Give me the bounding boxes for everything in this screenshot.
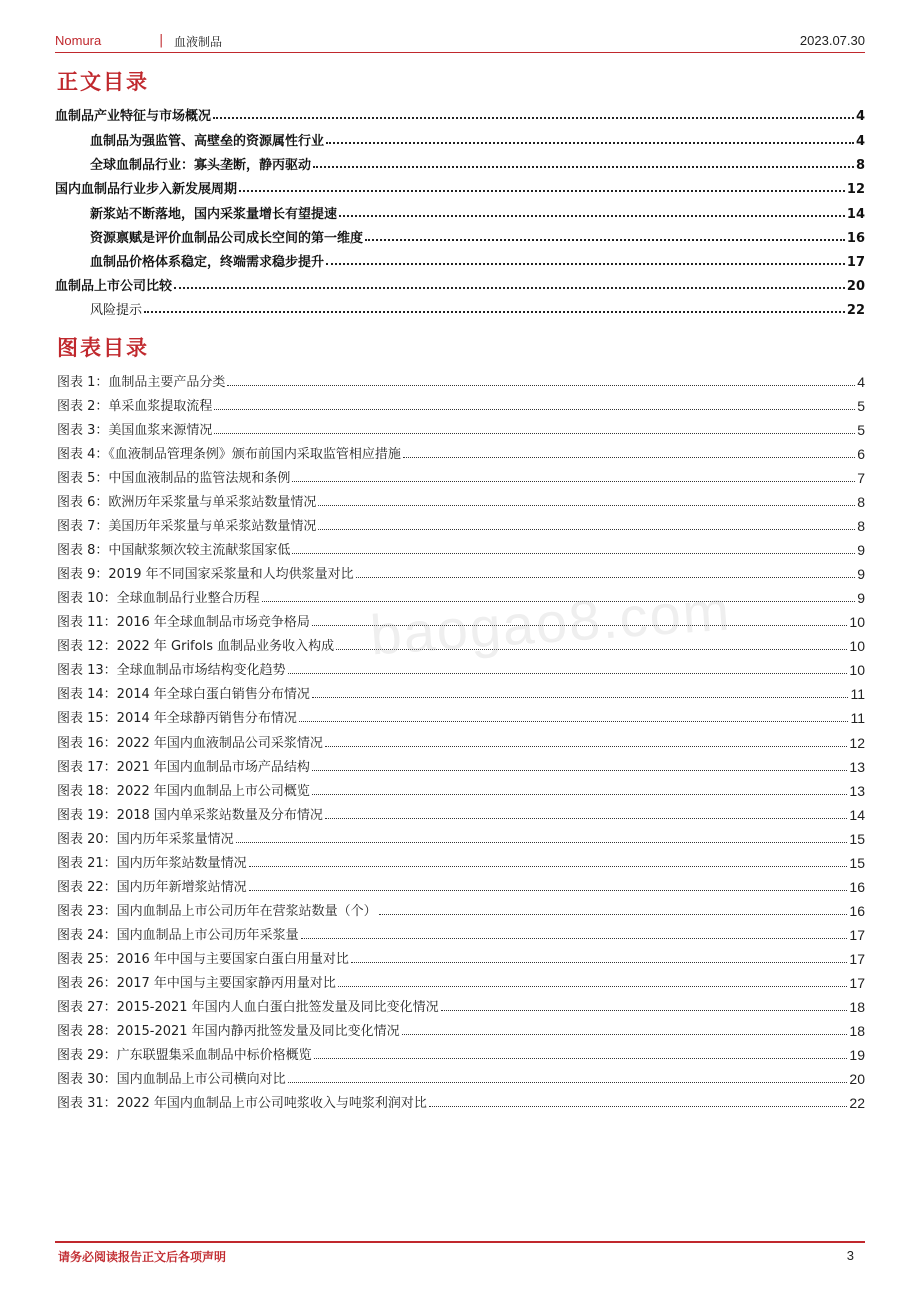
figure-entry-page: 20 (849, 1071, 865, 1087)
figure-entry[interactable] (57, 851, 865, 871)
toc-entry[interactable] (90, 296, 865, 318)
toc-entry[interactable] (55, 272, 865, 294)
dot-leader (402, 1034, 848, 1035)
dot-leader (249, 866, 848, 867)
figure-entry-title: 图表 15：2014 年全球静丙销售分布情况 (57, 711, 297, 726)
dot-leader (326, 142, 854, 144)
figure-entry-page: 19 (849, 1047, 865, 1063)
figure-entry-page: 11 (850, 686, 865, 702)
figure-entry-page: 9 (857, 542, 865, 558)
figure-entry-title: 图表 28：2015-2021 年国内静丙批签发量及同比变化情况 (57, 1024, 400, 1039)
figure-entry[interactable] (57, 370, 865, 390)
dot-leader (338, 986, 848, 987)
figure-entry-page: 8 (857, 494, 865, 510)
toc-entry-page: 17 (846, 255, 865, 270)
figure-entry-page: 7 (857, 470, 865, 486)
toc-entry-title: 全球血制品行业：寡头垄断，静丙驱动 (90, 158, 312, 173)
dot-leader (144, 311, 845, 313)
toc-entry[interactable] (90, 151, 865, 173)
dot-leader (214, 409, 855, 410)
toc-entry-title: 国内血制品行业步入新发展周期 (55, 182, 238, 197)
figure-entry-page: 4 (857, 374, 865, 390)
figure-entry-title: 图表 18：2022 年国内血制品上市公司概览 (57, 784, 310, 799)
dot-leader (299, 721, 849, 722)
toc-entry-title: 血制品上市公司比较 (55, 279, 173, 294)
figure-entry-title: 图表 2：单采血浆提取流程 (57, 399, 213, 414)
dot-leader (403, 457, 855, 458)
dot-leader (429, 1106, 848, 1107)
figure-entry[interactable] (57, 1067, 865, 1087)
toc-title: 正文目录 (57, 69, 149, 94)
figure-entry-page: 17 (849, 975, 865, 991)
figure-entry-title: 图表 8：中国献浆频次较主流献浆国家低 (57, 543, 291, 558)
toc-entry[interactable] (55, 102, 865, 124)
dot-leader (213, 117, 854, 119)
dot-leader (312, 697, 849, 698)
figure-entry-title: 图表 14：2014 年全球白蛋白销售分布情况 (57, 687, 310, 702)
report-date: 2023.07.30 (799, 33, 865, 48)
figure-entry-page: 5 (857, 398, 865, 414)
figure-entry-page: 10 (849, 662, 865, 678)
watermark: baogao8.com (368, 578, 734, 667)
figure-entry-title: 图表 24：国内血制品上市公司历年采浆量 (57, 928, 299, 943)
figure-entry[interactable] (57, 827, 865, 847)
figure-entry-title: 图表 31：2022 年国内血制品上市公司吨浆收入与吨浆利润对比 (57, 1096, 427, 1111)
figure-entry[interactable] (57, 562, 865, 582)
figure-entry-page: 16 (849, 903, 865, 919)
dot-leader (313, 166, 854, 168)
header-separator: | (159, 33, 164, 48)
figure-entry-page: 15 (849, 855, 865, 871)
figure-entry[interactable] (57, 995, 865, 1015)
toc-entry-page: 14 (846, 207, 865, 222)
figure-entry-page: 13 (849, 759, 865, 775)
toc-entry[interactable] (90, 127, 865, 149)
brand-name: Nomura (55, 33, 102, 48)
dot-leader (318, 529, 855, 530)
figure-entry-title: 图表 5：中国血液制品的监管法规和条例 (57, 471, 291, 486)
figure-entry[interactable] (57, 1091, 865, 1111)
figure-entry-page: 17 (849, 951, 865, 967)
dot-leader (365, 239, 845, 241)
figure-entry-title: 图表 16：2022 年国内血液制品公司采浆情况 (57, 736, 323, 751)
figure-entry-page: 9 (857, 590, 865, 606)
figure-entry[interactable] (57, 1043, 865, 1063)
toc-entry[interactable] (55, 175, 865, 197)
figure-entry-title: 图表 20：国内历年采浆量情况 (57, 832, 234, 847)
dot-leader (239, 190, 845, 192)
dot-leader (292, 481, 855, 482)
figure-entry-title: 图表 4：《血液制品管理条例》颁布前国内采取监管相应措施 (57, 447, 401, 462)
dot-leader (441, 1010, 848, 1011)
dot-leader (379, 914, 848, 915)
figure-entry[interactable] (57, 971, 865, 991)
toc-entry-page: 12 (846, 182, 865, 197)
dot-leader (314, 1058, 848, 1059)
figure-entry-page: 8 (857, 518, 865, 534)
header-divider (55, 52, 865, 53)
figure-entry-page: 18 (849, 999, 865, 1015)
figure-entry-page: 14 (849, 807, 865, 823)
figure-entry-page: 12 (849, 735, 865, 751)
figure-entry-title: 图表 12：2022 年 Grifols 血制品业务收入构成 (57, 639, 335, 654)
toc-entry-page: 4 (855, 109, 865, 124)
dot-leader (325, 746, 848, 747)
figure-entry-title: 图表 13：全球血制品市场结构变化趋势 (57, 663, 286, 678)
figure-entry[interactable] (57, 755, 865, 775)
toc-entry-page: 22 (846, 303, 865, 318)
toc-entry[interactable] (90, 224, 865, 246)
figure-entry-title: 图表 23：国内血制品上市公司历年在营浆站数量（个） (57, 904, 377, 919)
figure-list-title: 图表目录 (57, 335, 149, 360)
figure-entry[interactable] (57, 442, 865, 462)
figure-entry[interactable] (57, 394, 865, 414)
figure-entry-title: 图表 6：欧洲历年采浆量与单采浆站数量情况 (57, 495, 317, 510)
figure-entry-title: 图表 1：血制品主要产品分类 (57, 375, 226, 390)
figure-entry-title: 图表 22：国内历年新增浆站情况 (57, 880, 247, 895)
figure-entry-title: 图表 11：2016 年全球血制品市场竞争格局 (57, 615, 310, 630)
figure-entry[interactable] (57, 923, 865, 943)
dot-leader (325, 818, 848, 819)
figure-entry[interactable] (57, 731, 865, 751)
figure-entry[interactable] (57, 418, 865, 438)
dot-leader (301, 938, 848, 939)
figure-entry-page: 18 (849, 1023, 865, 1039)
toc-entry-title: 风险提示 (90, 303, 143, 318)
toc-entry-title: 血制品价格体系稳定，终端需求稳步提升 (90, 255, 325, 270)
page-header (55, 30, 865, 52)
toc-entry-page: 8 (855, 158, 865, 173)
figure-entry-title: 图表 25：2016 年中国与主要国家白蛋白用量对比 (57, 952, 349, 967)
figure-entry-title: 图表 17：2021 年国内血制品市场产品结构 (57, 760, 310, 775)
dot-leader (318, 505, 855, 506)
figure-entry-page: 11 (850, 710, 865, 726)
figure-entry-title: 图表 7：美国历年采浆量与单采浆站数量情况 (57, 519, 317, 534)
figure-entry[interactable] (57, 779, 865, 799)
figure-entry[interactable] (57, 899, 865, 919)
figure-entry[interactable] (57, 875, 865, 895)
dot-leader (288, 1082, 848, 1083)
dot-leader (312, 794, 848, 795)
page-number: 3 (846, 1248, 854, 1263)
figure-entry-title: 图表 19：2018 国内单采浆站数量及分布情况 (57, 808, 323, 823)
figure-entry-page: 16 (849, 879, 865, 895)
toc-entry-page: 4 (855, 134, 865, 149)
figure-entry[interactable] (57, 490, 865, 510)
figure-entry[interactable] (57, 538, 865, 558)
figure-entry-page: 5 (857, 422, 865, 438)
figure-entry-title: 图表 30：国内血制品上市公司横向对比 (57, 1072, 286, 1087)
footer-divider (55, 1241, 865, 1243)
figure-entry-title: 图表 27：2015-2021 年国内人血白蛋白批签发量及同比变化情况 (57, 1000, 439, 1015)
figure-entry[interactable] (57, 947, 865, 967)
dot-leader (227, 385, 855, 386)
dot-leader (326, 263, 845, 265)
dot-leader (214, 433, 855, 434)
figure-entry-page: 13 (849, 783, 865, 799)
figure-entry-page: 10 (849, 638, 865, 654)
figure-entry-page: 6 (857, 446, 865, 462)
dot-leader (236, 842, 848, 843)
figure-entry-title: 图表 3：美国血浆来源情况 (57, 423, 213, 438)
dot-leader (312, 770, 848, 771)
figure-entry-title: 图表 9：2019 年不同国家采浆量和人均供浆量对比 (57, 567, 354, 582)
figure-entry[interactable] (57, 682, 865, 702)
report-topic: 血液制品 (174, 35, 223, 49)
toc-entry-title: 血制品产业特征与市场概况 (55, 109, 212, 124)
figure-entry-title: 图表 29：广东联盟集采血制品中标价格概览 (57, 1048, 312, 1063)
figure-entry[interactable] (57, 514, 865, 534)
toc-entry[interactable] (90, 200, 865, 222)
toc-entry-title: 血制品为强监管、高壁垒的资源属性行业 (90, 134, 325, 149)
figure-entry-page: 15 (849, 831, 865, 847)
figure-entry-page: 10 (849, 614, 865, 630)
dot-leader (174, 287, 845, 289)
toc-entry-page: 16 (846, 231, 865, 246)
figure-entry-title: 图表 26：2017 年中国与主要国家静丙用量对比 (57, 976, 336, 991)
toc-entry-title: 新浆站不断落地，国内采浆量增长有望提速 (90, 207, 338, 222)
dot-leader (356, 577, 856, 578)
figure-entry-title: 图表 21：国内历年浆站数量情况 (57, 856, 247, 871)
dot-leader (288, 673, 848, 674)
disclaimer-note: 请务必阅读报告正文后各项声明 (58, 1250, 227, 1264)
dot-leader (351, 962, 848, 963)
figure-entry-page: 9 (857, 566, 865, 582)
dot-leader (339, 215, 845, 217)
figure-entry-page: 22 (849, 1095, 865, 1111)
figure-entry-title: 图表 10：全球血制品行业整合历程 (57, 591, 260, 606)
dot-leader (292, 553, 855, 554)
figure-entry[interactable] (57, 466, 865, 486)
dot-leader (249, 890, 848, 891)
toc-entry[interactable] (90, 248, 865, 270)
figure-entry-page: 17 (849, 927, 865, 943)
toc-entry-page: 20 (846, 279, 865, 294)
figure-entry[interactable] (57, 1019, 865, 1039)
figure-entry[interactable] (57, 706, 865, 726)
figure-entry[interactable] (57, 803, 865, 823)
toc-entry-title: 资源禀赋是评价血制品公司成长空间的第一维度 (90, 231, 364, 246)
